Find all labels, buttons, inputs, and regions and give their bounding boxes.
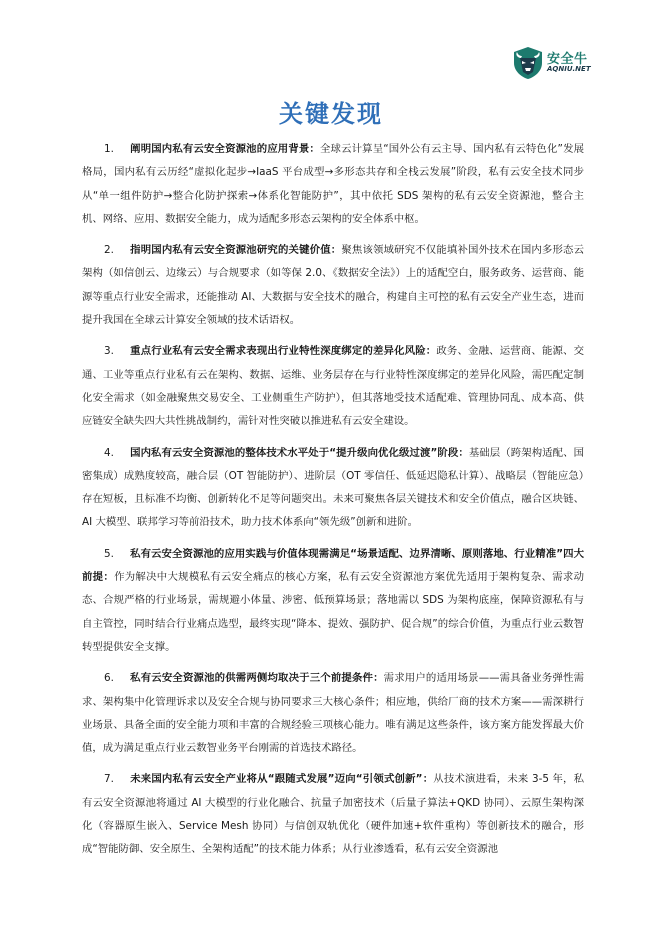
finding-heading: 阐明国内私有云安全资源池的应用背景： — [130, 143, 320, 155]
finding-number: 1. — [104, 143, 114, 155]
brand-name: 安全牛 — [547, 52, 588, 67]
finding-number: 6. — [104, 672, 114, 685]
finding-body: 聚焦该领域研究不仅能填补国外技术在国内多形态云架构（如信创云、边缘云）与合规要求（如等保 2.0、《数据安全法》）上的适配空白，服务政务、运营商、能源等重点行业安全需求，还能推动 AI、大数据与安全技术的融合，构建自主可控的私有云安全产业生态，进而提升我国在全球云计算安全领域的技术话语权。 — [82, 244, 584, 327]
finding-body: 基础层（跨架构适配、国密集成）成熟度较高，融合层（OT 智能防护）、进阶层（OT 零信任、低延迟隐私计算）、战略层（智能应急）存在短板，且标准不均衡、创新转化不足等问题突出。未来可聚焦各层关键技术和安全价值点，融合区块链、AI 大模型、联邦学习等前沿技术，助力技术体系向“领先级”创新和进阶。 — [82, 446, 585, 529]
finding-heading: 指明国内私有云安全资源池研究的关键价值： — [130, 244, 342, 257]
finding-number: 4. — [104, 446, 114, 459]
brand-logo — [511, 46, 611, 80]
page-title: 关键发现 — [279, 100, 383, 128]
findings-list — [82, 138, 584, 870]
finding-3 — [82, 340, 584, 433]
finding-body: 从技术演进看，未来 3-5 年，私有云安全资源池将通过 AI 大模型的行业化融合、抗量子加密技术（后量子算法+QKD 协同）、云原生架构深化（容器原生嵌入、Service Mesh 协同）与信创双轨优化（硬件加速+软件重构）等创新技术的融合，形成“智能防御、安全原生、全架构适配”的技术能力体系；从行业渗透看，私有云安全资源池 — [82, 773, 584, 856]
finding-body: 全球云计算呈“国外公有云主导、国内私有云特色化”发展格局，国内私有云历经“虚拟化起步→IaaS 平台成型→多形态共存和全栈云发展”阶段，私有云安全技术同步从“单一组件防护→整合化防护探索→体系化智能防护”，其中依托 SDS 架构的私有云安全资源池，整合主机、网络、应用、数据安全能力，成为适配多形态云架构的安全体系中枢。 — [82, 143, 585, 225]
finding-4 — [82, 442, 584, 535]
finding-number: 5. — [104, 547, 114, 560]
finding-number: 7. — [104, 773, 114, 786]
finding-heading: 未来国内私有云安全产业将从“跟随式发展”迈向“引领式创新”： — [130, 773, 434, 786]
finding-5 — [82, 543, 584, 659]
finding-heading: 国内私有云安全资源池的整体技术水平处于“提升级向优化级过渡”阶段： — [130, 446, 469, 459]
finding-number: 3. — [104, 345, 114, 358]
finding-6 — [82, 667, 584, 760]
finding-2 — [82, 239, 584, 332]
finding-heading: 私有云安全资源池的应用实践与价值体现需满足“场景适配、边界清晰、原则落地、行业精准”四大前提： — [82, 547, 584, 584]
finding-1 — [82, 138, 584, 231]
finding-number: 2. — [104, 244, 114, 257]
brand-domain: AQNIU.NET — [547, 65, 591, 73]
finding-body: 政务、金融、运营商、能源、交通、工业等重点行业私有云在架构、数据、运维、业务层存在与行业特性深度绑定的差异化风险，需匹配定制化安全需求（如金融聚焦交易安全、工业侧重生产防护），但其落地受技术适配难、管理协同乱、成本高、供应链安全缺失四大共性挑战制约，需针对性突破以推进私有云安全建设。 — [82, 345, 585, 428]
finding-body: 需求用户的适用场景——需具备业务弹性需求、架构集中化管理诉求以及安全合规与协同要求三大核心条件；相应地，供给厂商的技术方案——需深耕行业场景、具备全面的安全能力项和丰富的合规经验三项核心能力。唯有满足这些条件，该方案方能发挥最大价值，成为满足重点行业云数智业务平台刚需的首选技术路径。 — [82, 672, 585, 755]
finding-body: 作为解决中大规模私有云安全痛点的核心方案，私有云安全资源池方案优先适用于架构复杂、需求动态、合规严格的行业场景，需规避小体量、涉密、低预算场景；落地需以 SDS 为架构底座，保障资源私有与自主管控，同时结合行业痛点选型，最终实现“降本、提效、强防护、促合规”的综合价值，为重点行业云数智转型提供安全支撑。 — [82, 571, 584, 653]
finding-heading: 重点行业私有云安全需求表现出行业特性深度绑定的差异化风险： — [130, 345, 437, 358]
bull-shield-icon — [511, 46, 545, 80]
finding-heading: 私有云安全资源池的供需两侧均取决于三个前提条件： — [130, 672, 384, 685]
finding-7 — [82, 768, 584, 861]
